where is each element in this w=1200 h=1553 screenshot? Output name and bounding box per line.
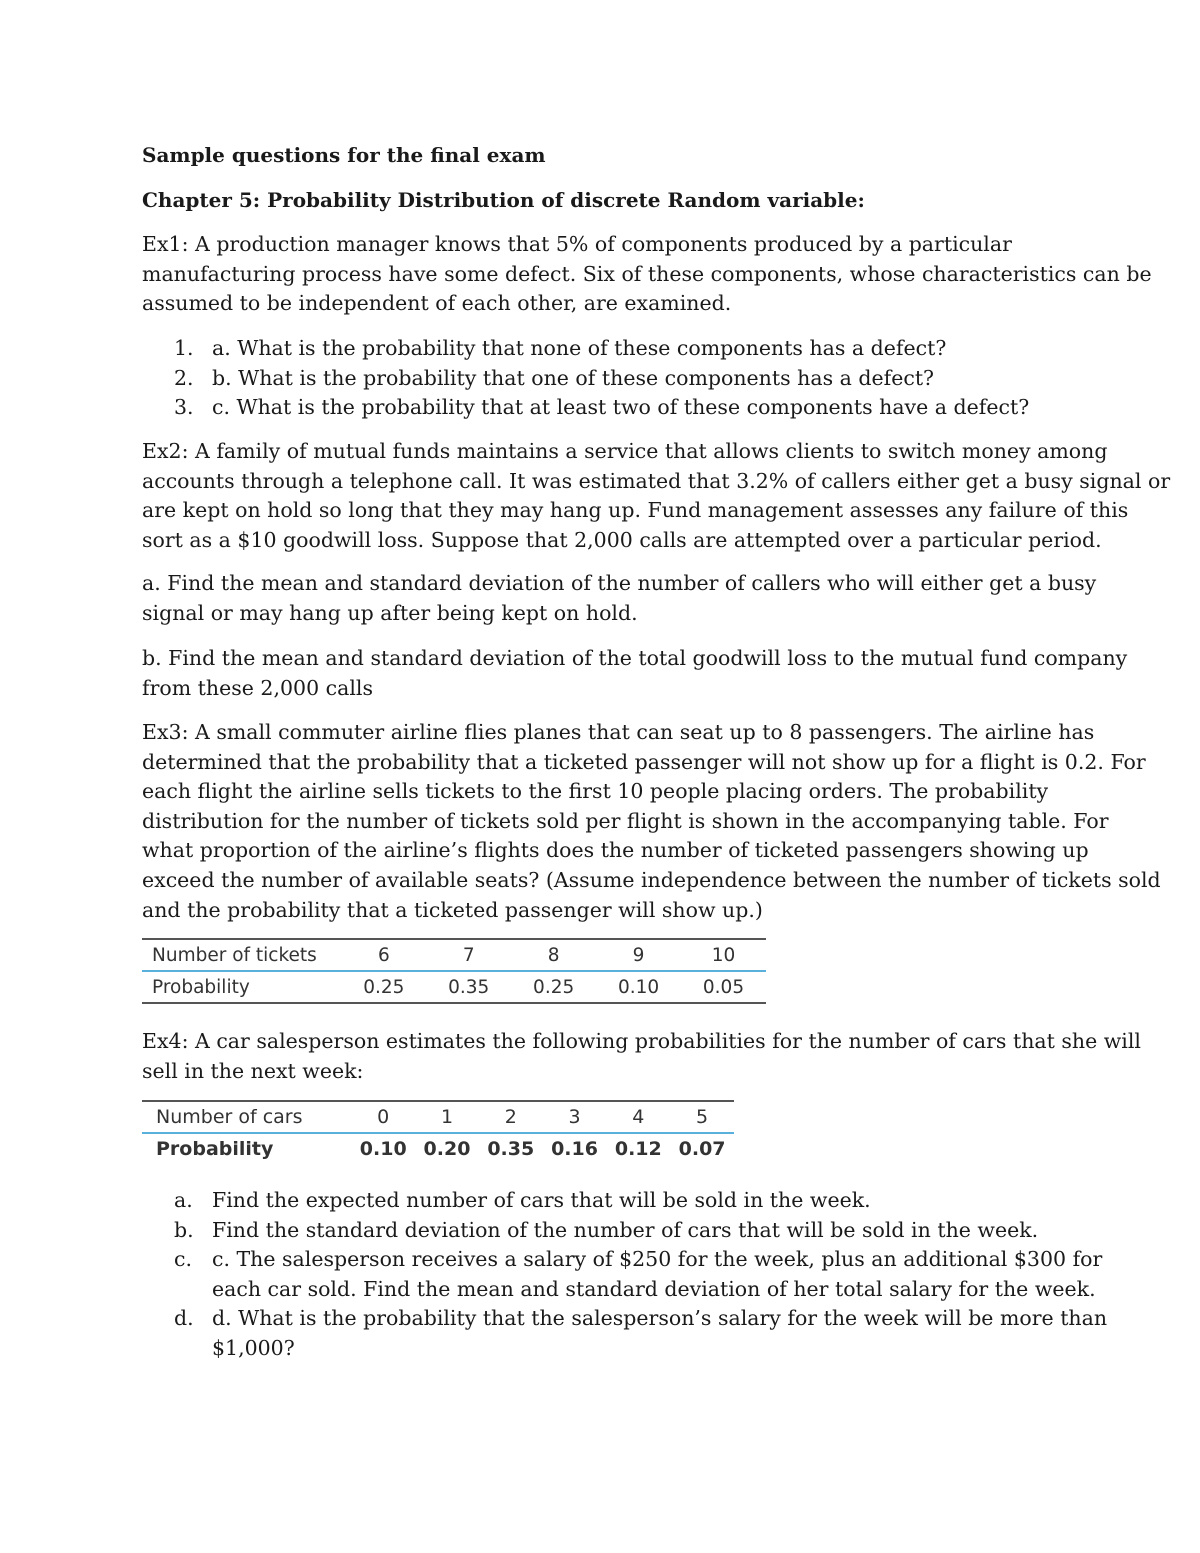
table-cell: 0.35: [426, 971, 511, 1003]
table-cell: 0.25: [341, 971, 426, 1003]
table-cell: 0.07: [678, 1138, 726, 1160]
text-line: Ex3: A small commuter airline flies planes that can seat up to 8 passengers. The airline has: [142, 720, 1095, 744]
table-cell: 0.35: [487, 1138, 535, 1160]
table-header-cell: 8: [511, 939, 596, 971]
table-cell: 0.12: [614, 1138, 662, 1160]
text-line: b. Find the mean and standard deviation of the total goodwill loss to the mutual fund company: [142, 646, 1128, 670]
text-line: exceed the number of available seats? (Assume independence between the number of tickets sold: [142, 867, 1161, 892]
table-header-cell: 5: [670, 1101, 734, 1133]
list-item: [142, 1304, 1107, 1363]
list-number: 3.: [174, 395, 194, 420]
table-row: [142, 1133, 734, 1164]
list-text: c. What is the probability that at least two of these components have a defect?: [212, 395, 1030, 420]
table-header-cell: 2: [479, 1101, 543, 1133]
text-line: each flight the airline sells tickets to the first 10 people placing orders. The probability: [142, 779, 1049, 804]
text-line: determined that the probability that a ticketed passenger will not show up for a flight is 0.2. For: [142, 749, 1146, 774]
table-header-row: [142, 939, 766, 971]
text-line: signal or may hang up after being kept on hold.: [142, 600, 638, 625]
table-header-cell: 6: [341, 939, 426, 971]
text-line: and the probability that a ticketed passenger will show up.): [142, 897, 763, 922]
tickets-probability-table: [142, 938, 766, 1004]
ex1-question-list: [142, 334, 1029, 423]
document-title: Sample questions for the final exam: [142, 143, 546, 167]
table-cell: 0.10: [596, 971, 681, 1003]
list-text: $1,000?: [212, 1335, 295, 1360]
text-line: distribution for the number of tickets sold per flight is shown in the accompanying table. For: [142, 808, 1109, 833]
text-line: a. Find the mean and standard deviation of the number of callers who will either get a busy: [142, 571, 1097, 595]
text-line: sort as a $10 goodwill loss. Suppose that 2,000 calls are attempted over a particular period.: [142, 527, 1102, 552]
text-line: from these 2,000 calls: [142, 675, 373, 700]
text-line: Ex1: A production manager knows that 5% of components produced by a particular: [142, 232, 1012, 256]
list-text: b. What is the probability that one of these components has a defect?: [212, 365, 935, 390]
list-item: [142, 1245, 1107, 1304]
text-line: Ex4: A car salesperson estimates the following probabilities for the number of cars that she will: [142, 1029, 1141, 1053]
text-line: Ex2: A family of mutual funds maintains a service that allows clients to switch money among: [142, 439, 1108, 463]
list-letter: c.: [174, 1247, 192, 1272]
table-header-cell: 1: [415, 1101, 479, 1133]
list-number: 2.: [174, 365, 194, 390]
text-line: what proportion of the airline’s flights does the number of ticketed passengers showing up: [142, 838, 1089, 863]
table-header-cell: 4: [606, 1101, 670, 1133]
list-item: [142, 334, 1029, 364]
list-letter: b.: [174, 1217, 194, 1242]
table-header-row: [142, 1101, 734, 1133]
table-row-label: Probability: [142, 971, 341, 1003]
chapter-heading: Chapter 5: Probability Distribution of discrete Random variable:: [142, 188, 865, 212]
ex2-paragraph: [142, 437, 1170, 555]
table-cell: 0.05: [681, 971, 766, 1003]
text-line: are kept on hold so long that they may hang up. Fund management assesses any failure of this: [142, 498, 1129, 523]
text-line: sell in the next week:: [142, 1058, 364, 1083]
table-header-cell: 0: [351, 1101, 415, 1133]
list-item: [142, 1186, 1107, 1216]
list-text: a. What is the probability that none of these components has a defect?: [212, 336, 947, 360]
list-text: Find the expected number of cars that will be sold in the week.: [212, 1188, 871, 1212]
ex4-paragraph: [142, 1027, 1141, 1086]
list-number: 1.: [174, 336, 194, 360]
table-header-label: Number of cars: [142, 1101, 351, 1133]
table-header-cell: 3: [543, 1101, 607, 1133]
table-header-label: Number of tickets: [142, 939, 341, 971]
table-row: [142, 971, 766, 1003]
list-text: c. The salesperson receives a salary of $250 for the week, plus an additional $300 for: [212, 1247, 1103, 1272]
ex1-paragraph: [142, 230, 1152, 319]
table-row-label: Probability: [156, 1138, 274, 1160]
ex2-part-a: [142, 569, 1096, 628]
list-text: each car sold. Find the mean and standard deviation of her total salary for the week.: [212, 1276, 1096, 1301]
table-cell: 0.16: [551, 1138, 598, 1160]
table-cell: 0.25: [511, 971, 596, 1003]
list-item: [142, 364, 1029, 394]
list-item: [142, 393, 1029, 423]
list-text: Find the standard deviation of the number of cars that will be sold in the week.: [212, 1217, 1039, 1242]
table-header-cell: 9: [596, 939, 681, 971]
ex3-paragraph: [142, 718, 1161, 925]
text-line: assumed to be independent of each other, are examined.: [142, 291, 732, 316]
cars-probability-table: [142, 1100, 734, 1164]
list-letter: a.: [174, 1188, 193, 1212]
table-cell: 0.10: [359, 1138, 407, 1160]
ex4-question-list: [142, 1186, 1107, 1364]
table-header-cell: 7: [426, 939, 511, 971]
ex2-part-b: [142, 644, 1127, 703]
text-line: manufacturing process have some defect. Six of these components, whose characteristics can be: [142, 261, 1152, 286]
table-cell: 0.20: [423, 1138, 471, 1160]
list-text: d. What is the probability that the salesperson’s salary for the week will be more than: [212, 1306, 1108, 1331]
list-letter: d.: [174, 1306, 194, 1331]
table-header-cell: 10: [681, 939, 766, 971]
list-item: [142, 1216, 1107, 1246]
text-line: accounts through a telephone call. It was estimated that 3.2% of callers either get a busy signal or: [142, 468, 1171, 493]
